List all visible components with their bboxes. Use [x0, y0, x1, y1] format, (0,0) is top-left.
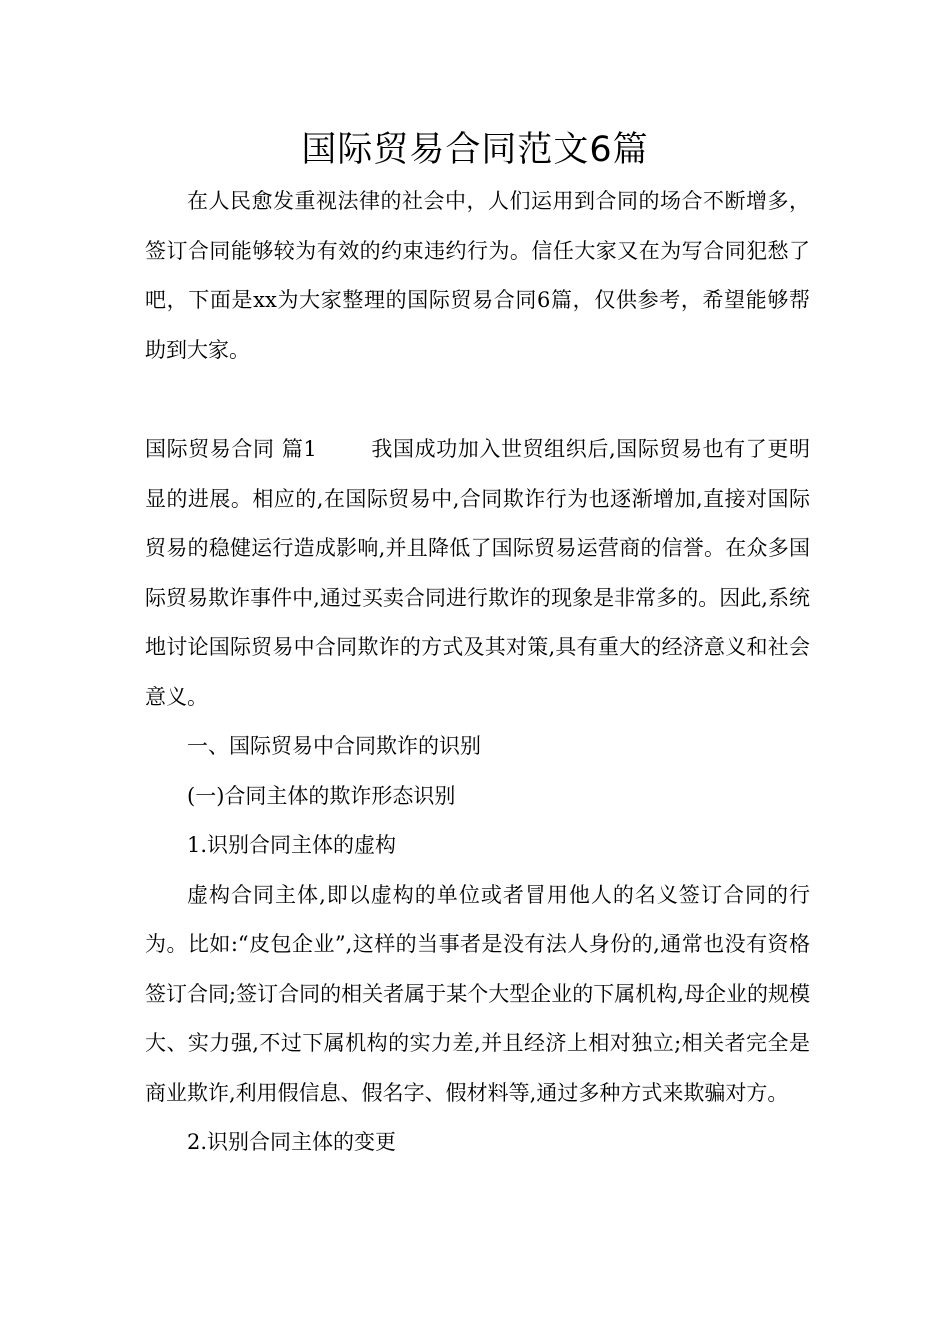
section-block — [145, 425, 810, 1168]
heading-level-3-second: 2.识别合同主体的变更 — [187, 1130, 397, 1154]
section-first-paragraph-text: 我国成功加入世贸组织后,国际贸易也有了更明显的进展。相应的,在国际贸易中,合同欺诈行为也逐渐增加,直接对国际贸易的稳健运行造成影响,并且降低了国际贸易运营商的信誉。在众多国际贸易欺诈事件中,通过买卖合同进行欺诈的现象是非常多的。因此,系统地讨论国际贸易中合同欺诈的方式及其对策,具有重大的经济意义和社会意义。 — [145, 437, 810, 709]
heading-level-3: 1.识别合同主体的虚构 — [187, 833, 397, 857]
intro-block — [145, 177, 810, 375]
paragraph-fake-subject: 虚构合同主体,即以虚构的单位或者冒用他人的名义签订合同的行为。比如:“皮包企业”,这样的当事者是没有法人身份的,通常也没有资格签订合同;签订合同的相关者属于某个大型企业的下属机构,母企业的规模大、实力强,不过下属机构的实力差,并且经济上相对独立;相关者完全是商业欺诈,利用假信息、假名字、假材料等,通过多种方式来欺骗对方。 — [145, 882, 810, 1105]
intro-paragraph: 在人民愈发重视法律的社会中，人们运用到合同的场合不断增多，签订合同能够较为有效的约束违约行为。信任大家又在为写合同犯愁了吧，下面是xx为大家整理的国际贸易合同6篇，仅供参考，希望能够帮助到大家。 — [145, 189, 810, 362]
heading-level-2: (一)合同主体的欺诈形态识别 — [187, 783, 456, 808]
heading-level-1: 一、国际贸易中合同欺诈的识别 — [187, 734, 481, 758]
section-first-paragraph — [145, 425, 810, 722]
section-label: 国际贸易合同 篇1 — [145, 437, 317, 461]
document-title: 国际贸易合同范文6篇 — [301, 130, 649, 170]
